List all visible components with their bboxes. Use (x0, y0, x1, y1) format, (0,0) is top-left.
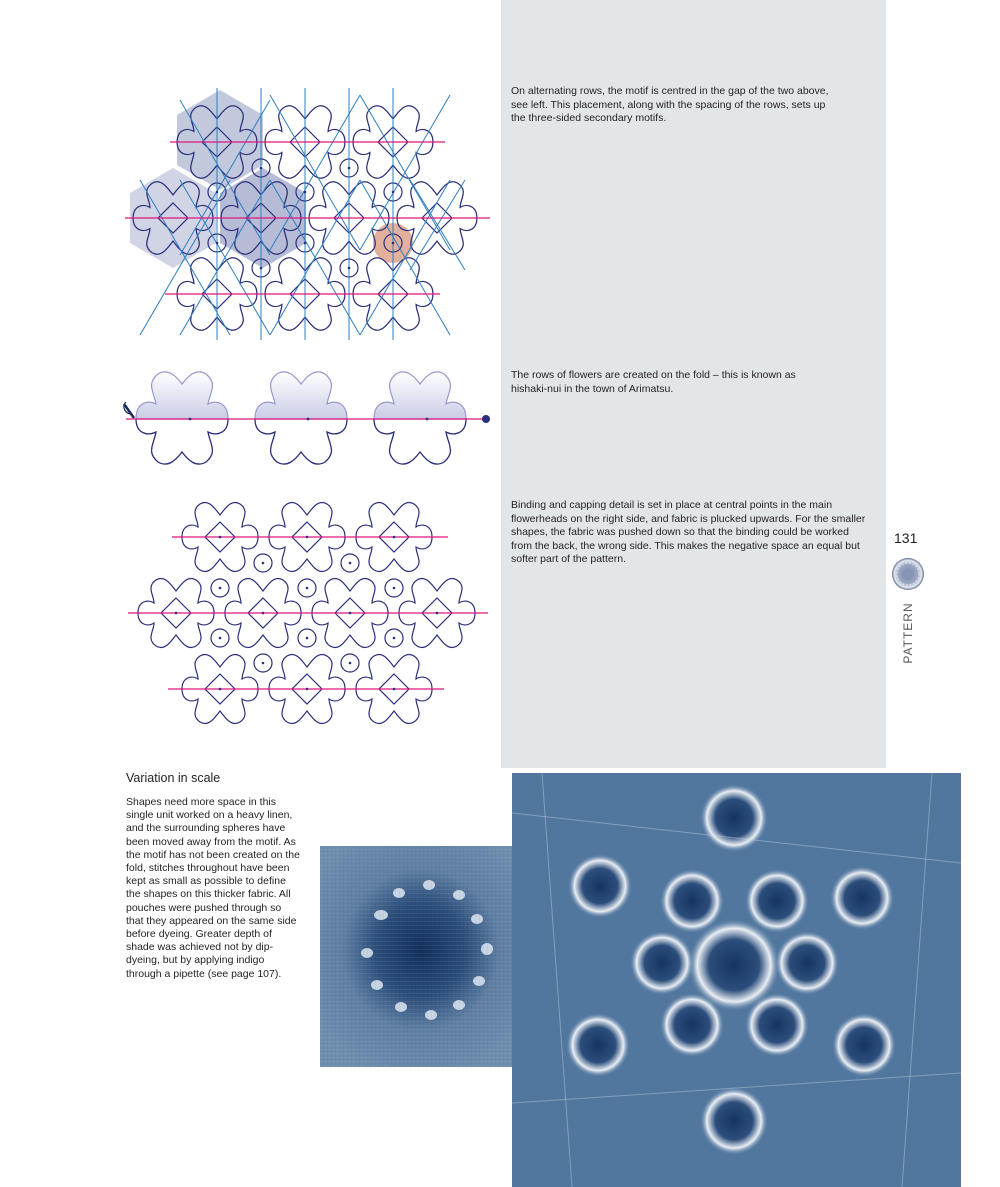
needle-icon (124, 402, 134, 418)
fold-diagram (118, 362, 498, 477)
caption-binding-detail: Binding and capping detail is set in place at central points in the main flowerheads on the right side, and fabric is plucked upwards. For the smaller shapes, the fabric was pushed down so that the binding could be worked from the back, the wrong side. This makes the negative space an equal but softer part of the pattern. (511, 499, 866, 565)
variation-heading: Variation in scale (126, 771, 221, 785)
section-label (896, 598, 920, 668)
binding-layout-diagram (120, 492, 500, 737)
full-piece-photo (512, 773, 961, 1187)
caption-fold-rows: The rows of flowers are created on the fold – this is known as hishaki-nui in the town of Arimatsu. (511, 369, 796, 395)
page-number: 131 (894, 530, 918, 546)
variation-body: Shapes need more space in this single unit worked on a heavy linen, and the surrounding spheres have been moved away from the motif. As the motif has not been created on the fold, stitches throughout have been kept as small as possible to define the shapes on this thicker fabric. All pouches were pushed through so that they appeared on the same side before dyeing. Greater depth of shade was achieved not by dip-dyeing, but by applying indigo through a pipette (see page 107). (126, 796, 300, 980)
closeup-photo (319, 845, 536, 1068)
construction-diagram (120, 80, 500, 345)
caption-alternating-rows: On alternating rows, the motif is centred in the gap of the two above, see left. This placement, along with the spacing of the rows, sets up the three-sided secondary motifs. (511, 85, 829, 124)
section-label-text: PATTERN (901, 602, 915, 664)
fold-flowers (136, 372, 466, 464)
shibori-disc-icon (890, 557, 926, 591)
